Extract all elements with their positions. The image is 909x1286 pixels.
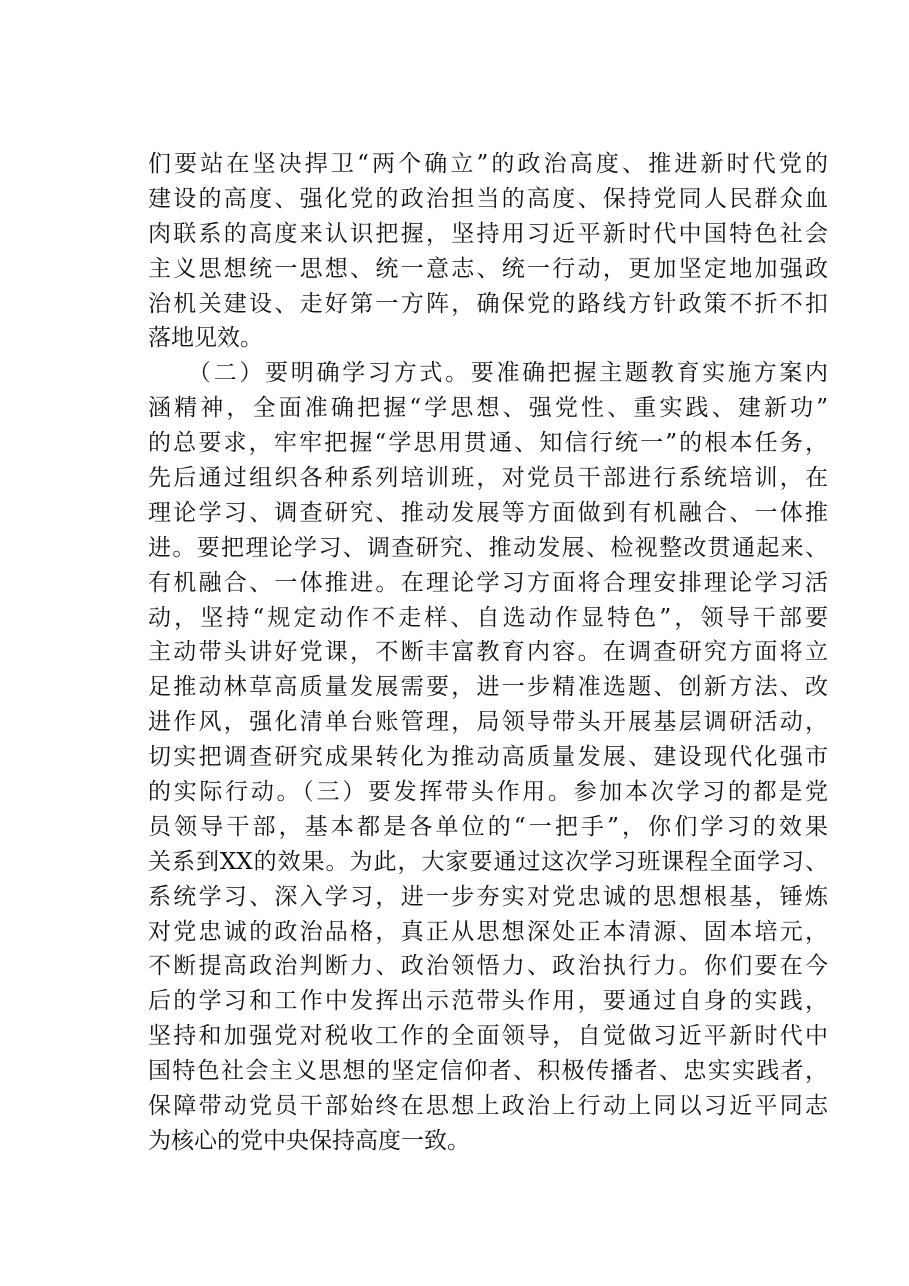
text-line: 后的学习和工作中发挥出示范带头作用，要通过自身的实践， xyxy=(148,988,828,1015)
text-line: 对党忠诚的政治品格，真正从思想深处正本清源、固本培元， xyxy=(148,918,828,945)
text-line: 主义思想统一思想、统一意志、统一行动，更加坚定地加强政 xyxy=(148,255,828,282)
text-line: 的实际行动。（三）要发挥带头作用。参加本次学习的都是党 xyxy=(148,779,828,806)
body-text xyxy=(148,147,828,1159)
text-line: 建设的高度、强化党的政治担当的高度、保持党同人民群众血 xyxy=(148,185,828,212)
text-line: 肉联系的高度来认识把握，坚持用习近平新时代中国特色社会 xyxy=(148,220,828,247)
text-line: 落地见效。 xyxy=(148,325,263,352)
text-line: 先后通过组织各种系列培训班，对党员干部进行系统培训，在 xyxy=(148,465,828,492)
text-line: 动，坚持“规定动作不走样、自选动作显特色”，领导干部要 xyxy=(148,604,828,631)
text-line: 的总要求，牢牢把握“学思用贯通、知信行统一”的根本任务， xyxy=(148,430,828,457)
text-line: 治机关建设、走好第一方阵，确保党的路线方针政策不折不扣 xyxy=(148,290,828,317)
text-line: 进。要把理论学习、调查研究、推动发展、检视整改贯通起来、 xyxy=(148,534,828,561)
text-line: 涵精神，全面准确把握“学思想、强党性、重实践、建新功” xyxy=(148,395,828,422)
text-line: 为核心的党中央保持高度一致。 xyxy=(148,1127,470,1154)
text-line: 们要站在坚决捍卫“两个确立”的政治高度、推进新时代党的 xyxy=(148,151,828,177)
text-line: 坚持和加强党对税收工作的全面领导，自觉做习近平新时代中 xyxy=(148,1023,828,1050)
text-line: 系统学习、深入学习，进一步夯实对党忠诚的思想根基，锤炼 xyxy=(148,883,828,910)
text-line: 不断提高政治判断力、政治领悟力、政治执行力。你们要在今 xyxy=(148,953,828,980)
text-line: 国特色社会主义思想的坚定信仰者、积极传播者、忠实实践者， xyxy=(148,1058,828,1085)
text-line: 员领导干部，基本都是各单位的“一把手”，你们学习的效果 xyxy=(148,813,828,840)
text-line: 保障带动党员干部始终在思想上政治上行动上同以习近平同志 xyxy=(148,1093,828,1120)
text-line: 切实把调查研究成果转化为推动高质量发展、建设现代化强市 xyxy=(148,744,828,771)
text-line: 关系到XX的效果。为此，大家要通过这次学习班课程全面学习、 xyxy=(148,848,828,875)
text-line: 足推动林草高质量发展需要，进一步精准选题、创新方法、改 xyxy=(148,674,828,701)
text-line: 理论学习、调查研究、推动发展等方面做到有机融合、一体推 xyxy=(148,499,828,526)
text-line: 主动带头讲好党课，不断丰富教育内容。在调查研究方面将立 xyxy=(148,639,828,666)
paragraph-start-line: （二）要明确学习方式。要准确把握主题教育实施方案内 xyxy=(148,360,828,387)
text-line: 进作风，强化清单台账管理，局领导带头开展基层调研活动， xyxy=(148,709,828,736)
text-line: 有机融合、一体推进。在理论学习方面将合理安排理论学习活 xyxy=(148,569,828,596)
